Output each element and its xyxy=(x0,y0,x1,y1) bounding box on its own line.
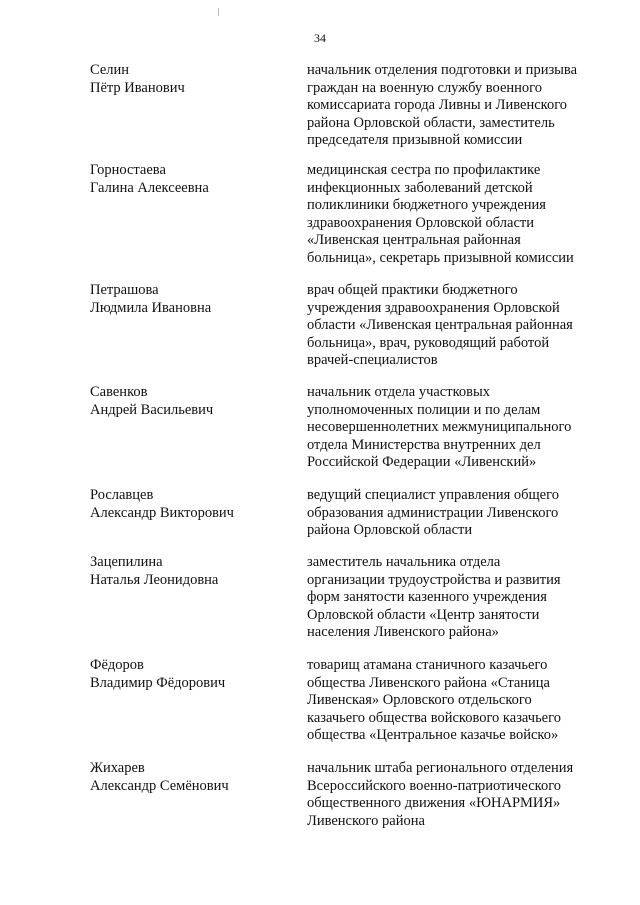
member-role: врач общей практики бюджетного учреждения здравоохранения Орловской области «Ливенская центральная районная больница», врач, руководящий работой врачей-специалистов xyxy=(307,282,573,369)
member-given-name: Андрей Васильевич xyxy=(90,401,214,418)
member-role: товарищ атамана станичного казачьего общества Ливенского района «Станица Ливенская» Орловского отдельского казачьего общества войскового казачьего общества «Центральное казачье войско» xyxy=(307,657,561,744)
member-name xyxy=(90,657,280,692)
member-name xyxy=(90,384,280,419)
member-given-name: Александр Семёнович xyxy=(90,777,229,794)
member-role: заместитель начальника отдела организации трудоустройства и развития форм занятости казенного учреждения Орловской области «Центр занятости населения Ливенского района» xyxy=(307,554,561,641)
member-name xyxy=(90,62,280,97)
member-given-name: Владимир Фёдорович xyxy=(90,674,226,691)
member-surname: Селин xyxy=(90,62,130,78)
member-role: начальник отделения подготовки и призыва граждан на военную службу военного комиссариата города Ливны и Ливенского района Орловской области, заместитель председателя призывной комиссии xyxy=(307,62,578,149)
member-role: начальник отдела участковых уполномоченных полиции и по делам несовершеннолетних межмуниципального отдела Министерства внутренних дел Российской Федерации «Ливенский» xyxy=(307,384,572,471)
member-given-name: Пётр Иванович xyxy=(90,79,185,96)
member-role: медицинская сестра по профилактике инфекционных заболеваний детской поликлиники бюджетного учреждения здравоохранения Орловской области «Ливенская центральная районная больница», секретарь призывной комиссии xyxy=(307,162,574,266)
member-name xyxy=(90,162,280,197)
member-given-name: Галина Алексеевна xyxy=(90,179,209,196)
member-surname: Фёдоров xyxy=(90,657,144,673)
member-name xyxy=(90,760,280,795)
member-surname: Рославцев xyxy=(90,487,154,503)
member-given-name: Александр Викторович xyxy=(90,504,234,521)
member-surname: Зацепилина xyxy=(90,554,163,570)
member-name xyxy=(90,487,280,522)
member-name xyxy=(90,282,280,317)
scan-mark xyxy=(218,8,219,16)
member-surname: Петрашова xyxy=(90,282,159,298)
member-surname: Горностаева xyxy=(90,162,166,178)
member-surname: Савенков xyxy=(90,384,148,400)
member-name xyxy=(90,554,280,589)
member-given-name: Людмила Ивановна xyxy=(90,299,212,316)
member-surname: Жихарев xyxy=(90,760,145,776)
member-given-name: Наталья Леонидовна xyxy=(90,571,219,588)
member-role: ведущий специалист управления общего образования администрации Ливенского района Орловской области xyxy=(307,487,559,539)
page-number: 34 xyxy=(314,31,326,45)
member-role: начальник штаба регионального отделения Всероссийского военно-патриотического общественного движения «ЮНАРМИЯ» Ливенского района xyxy=(307,760,574,829)
